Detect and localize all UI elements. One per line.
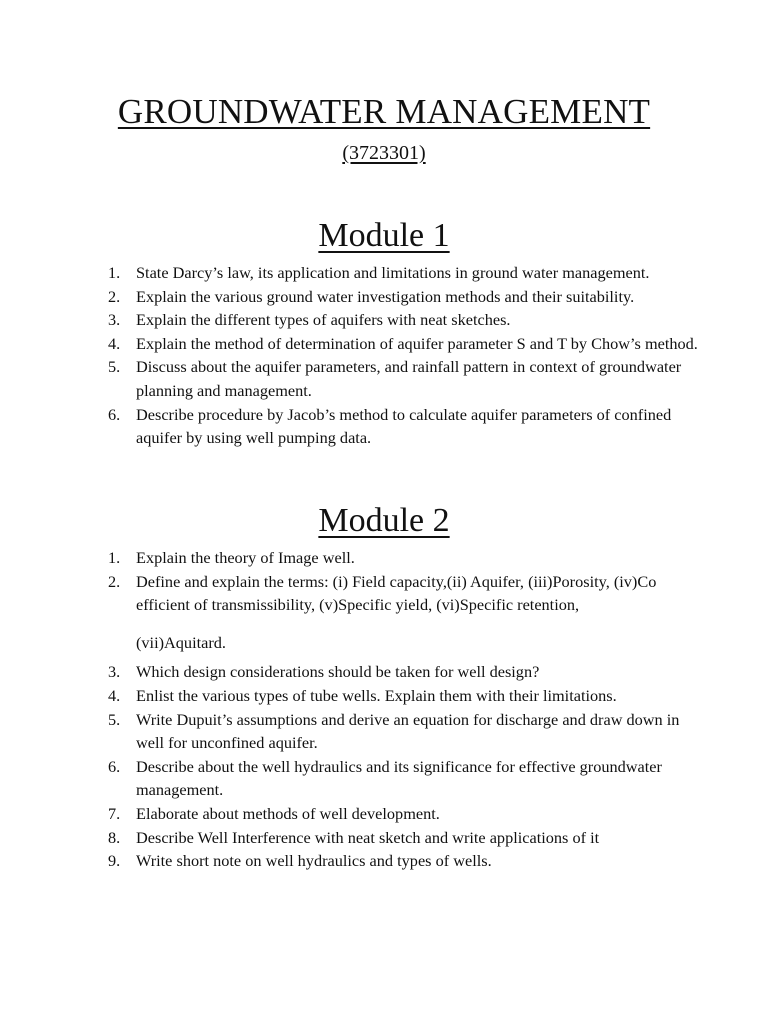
question-text: Explain the various ground water investigation methods and their suitability. <box>136 286 635 306</box>
question-number: 8. <box>108 827 121 847</box>
document-title: GROUNDWATER MANAGEMENT <box>117 92 651 131</box>
question-text: Explain the theory of Image well. <box>136 548 355 567</box>
module-1-question-list <box>108 261 698 450</box>
question-item <box>108 355 698 402</box>
module-2-question-list <box>108 546 698 873</box>
question-item <box>108 660 698 684</box>
question-number: 7. <box>108 803 121 823</box>
question-text: Discuss about the aquifer parameters, and rainfall pattern in context of groundwater planning and management. <box>136 357 682 400</box>
question-item <box>108 849 698 873</box>
question-number: 3. <box>108 310 121 330</box>
question-item <box>108 546 698 570</box>
question-item <box>108 684 698 708</box>
question-text: Which design considerations should be taken for well design? <box>136 662 540 682</box>
question-number: 2. <box>108 571 121 591</box>
module-1-heading: Module 1 <box>318 217 450 254</box>
question-item <box>108 802 698 826</box>
question-number: 5. <box>108 357 121 377</box>
question-number: 1. <box>108 263 121 282</box>
question-item <box>108 570 698 655</box>
question-text: Describe about the well hydraulics and its significance for effective groundwater management. <box>136 756 662 800</box>
question-number: 4. <box>108 685 121 705</box>
question-number: 9. <box>108 851 121 871</box>
module-2-heading: Module 2 <box>318 502 450 539</box>
question-text: Elaborate about methods of well development. <box>136 803 440 823</box>
question-item <box>108 332 698 356</box>
question-item <box>108 308 698 332</box>
question-text: Describe Well Interference with neat sketch and write applications of it <box>136 827 600 847</box>
question-text: State Darcy’s law, its application and limitations in ground water management. <box>136 263 650 282</box>
question-text: Explain the different types of aquifers with neat sketches. <box>136 310 511 330</box>
question-text: Write short note on well hydraulics and types of wells. <box>136 851 492 871</box>
question-item <box>108 403 698 450</box>
question-number: 1. <box>108 548 121 567</box>
question-number: 6. <box>108 404 121 424</box>
question-text: Explain the method of determination of aquifer parameter S and T by Chow’s method. <box>136 333 698 353</box>
course-code: (3723301) <box>342 142 426 164</box>
question-text: Write Dupuit’s assumptions and derive an equation for discharge and draw down in well for unconfined aquifer. <box>136 709 680 753</box>
question-item <box>108 285 698 309</box>
question-item <box>108 826 698 850</box>
question-text: Define and explain the terms: (i) Field capacity,(ii) Aquifer, (iii)Porosity, (iv)Co efficient of transmissibility, (v)Specific yield, (vi)Specific retention, <box>136 571 657 615</box>
question-text: Enlist the various types of tube wells. Explain them with their limitations. <box>136 685 617 705</box>
question-text-continuation: (vii)Aquitard. <box>136 632 226 652</box>
question-number: 3. <box>108 662 121 682</box>
question-item <box>108 755 698 802</box>
question-item <box>108 708 698 755</box>
question-number: 6. <box>108 756 121 776</box>
question-number: 4. <box>108 333 121 353</box>
question-item <box>108 261 698 285</box>
question-number: 5. <box>108 709 121 729</box>
question-number: 2. <box>108 286 121 306</box>
question-text: Describe procedure by Jacob’s method to calculate aquifer parameters of confined aquifer by using well pumping data. <box>136 404 672 448</box>
